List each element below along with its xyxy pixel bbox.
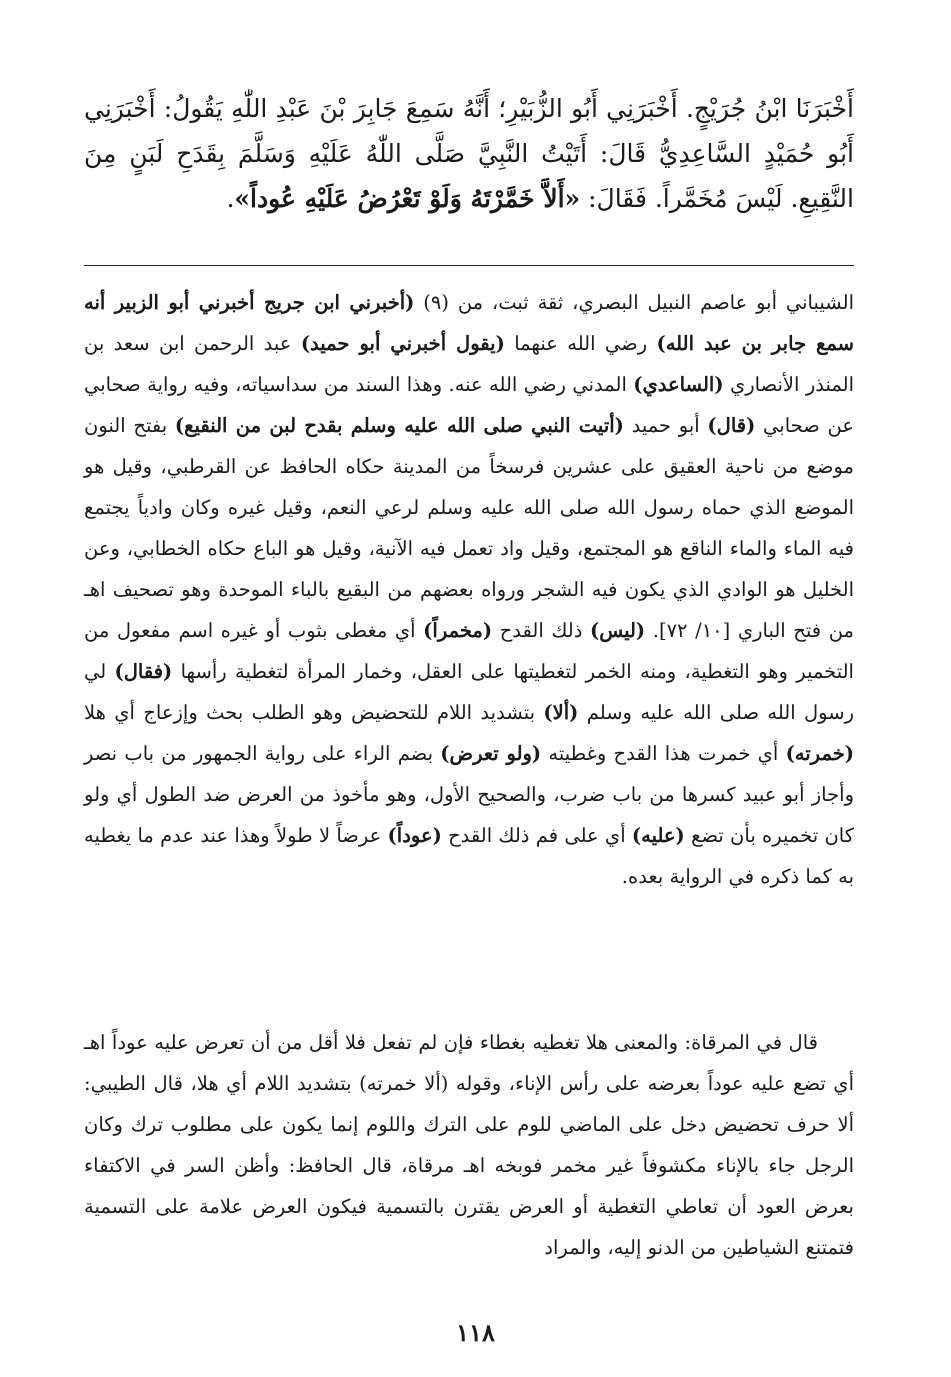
hadith-bold-saying: «أَلاَّ خَمَّرْتَهُ وَلَوْ تَعْرُضُ عَلَيْهِ عُوداً»: [234, 184, 581, 213]
commentary-bold-quote: (أخبرني ابن جريج أخبرني أبو الزبير أنه سمع جابر بن عبد الله): [84, 291, 855, 355]
commentary-bold-quote: (ليس): [590, 619, 646, 642]
commentary-bold-quote: (يقول أخبرني أبو حميد): [300, 332, 505, 355]
commentary-bold-quote: (أتيت النبي صلى الله عليه وسلم بقدح لبن من النقيع): [174, 414, 624, 437]
commentary-text: لي رسول الله صلى الله عليه وسلم: [84, 660, 854, 724]
commentary-text: أي على فم ذلك القدح: [441, 824, 632, 847]
commentary-text: بتشديد اللام للتحضيض وهو الطلب بحث وإزعاج أي هلا: [84, 701, 544, 724]
commentary-paragraph: [84, 282, 854, 897]
commentary-bold-quote: (قال): [707, 414, 756, 437]
mirqat-paragraph: قال في المرقاة: والمعنى هلا تغطيه بغطاء فإن لم تفعل فلا أقل من أن تعرض عليه عوداً اهـ أي تضع عليه عوداً بعرضه على رأس الإناء، وقوله (ألا خمرته) بتشديد اللام أي هلا، قال الطيبي: ألا حرف تحضيض دخل على الماضي للوم على الترك واللوم إنما يكون على مطلوب ترك وكان الرجل جاء بالإناء مكشوفاً غير مخمر فوبخه اهـ مرقاة، قال الحافظ: وأظن السر في الاكتفاء بعرض العود أن تعاطي التغطية أو العرض يقترن بالتسمية فيكون العرض علامة على التسمية فتمتنع الشياطين من الدنو إليه، والمراد: [84, 1031, 854, 1259]
commentary-text: المدني رضي الله عنه. وهذا السند من سداسياته، وفيه رواية صحابي عن صحابي: [84, 373, 854, 437]
hadith-text-block: [84, 86, 854, 221]
commentary-text: أي خمرت هذا القدح وغطيته: [541, 742, 786, 765]
commentary-bold-quote: (ألا): [543, 701, 579, 724]
commentary-text: بفتح النون موضع من ناحية العقيق على عشرين فرسخاً من المدينة حكاه الحافظ عن القرطبي، وقيل هو الموضع الذي حماه رسول الله صلى الله عليه وسلم لرعي النعم، وقيل غيره وكان وادياً يجتمع فيه الماء والماء الناقع هو المجتمع، وقيل واد تعمل فيه الآنية، وقيل هو الباع حكاه الخطابي، وعن الخليل هو الوادي الذي يكون فيه الشجر ورواه بعضهم من البقيع بالباء الموحدة وهو تصحيف اهـ من فتح الباري [١٠/ ٧٢].: [84, 414, 854, 642]
hadith-part1: أَخْبَرَنَا ابْنُ جُرَيْجٍ. أَخْبَرَنِي أَبُو الزُّبَيْرِ؛ أَنَّهُ سَمِعَ جَابِرَ بْنَ عَبْدِ اللّٰهِ يَقُولُ: أَخْبَرَنِي أَبُو حُمَيْدٍ السَّاعِدِيُّ قَالَ: أَتَيْتُ النَّبِيَّ صَلَّى اللّٰهُ عَلَيْهِ وَسَلَّمَ بِقَدَحِ لَبَنٍ مِنَ النَّقِيعِ. لَيْسَ مُخَمَّراً. فَقَالَ:: [84, 94, 854, 213]
commentary-text: أي مغطى بثوب أو غيره اسم مفعول من التخمير وهو التغطية، ومنه الخمر لتغطيتها على العقل، وخمار المرأة لتغطية رأسها: [84, 619, 854, 683]
commentary-bold-quote: (الساعدي): [633, 373, 724, 396]
commentary-bold-quote: (خمرته): [785, 742, 854, 765]
commentary-text: ذلك القدح: [492, 619, 591, 642]
commentary-text: رضي الله عنهما: [504, 332, 657, 355]
commentary-bold-quote: (عوداً): [387, 824, 442, 847]
footnote-divider: [84, 265, 854, 266]
commentary-text: عرضاً لا طولاً وهذا عند عدم ما يغطيه به كما ذكره في الرواية بعده.: [84, 824, 854, 888]
commentary-bold-quote: (فقال): [114, 660, 173, 683]
commentary-text: أبو حميد: [623, 414, 708, 437]
commentary-bold-quote: (ولو تعرض): [440, 742, 542, 765]
commentary-text: الشيباني أبو عاصم النبيل البصري، ثقة ثبت، من (٩): [414, 291, 854, 314]
commentary-bold-quote: (عليه): [631, 824, 685, 847]
commentary-text: عبد الرحمن ابن سعد بن المنذر الأنصاري: [84, 332, 854, 396]
commentary-bold-quote: (مخمراً): [423, 619, 493, 642]
hadith-matn: [84, 86, 854, 221]
commentary-text: بضم الراء على رواية الجمهور من باب نصر وأجاز أبو عبيد كسرها من باب ضرب، والصحيح الأول، وهو مأخوذ من العرض ضد الطول أي ولو كان تخميره بأن تضع: [84, 742, 854, 847]
hadith-end: .: [226, 184, 235, 213]
page-number: ١١٨: [456, 1318, 495, 1347]
